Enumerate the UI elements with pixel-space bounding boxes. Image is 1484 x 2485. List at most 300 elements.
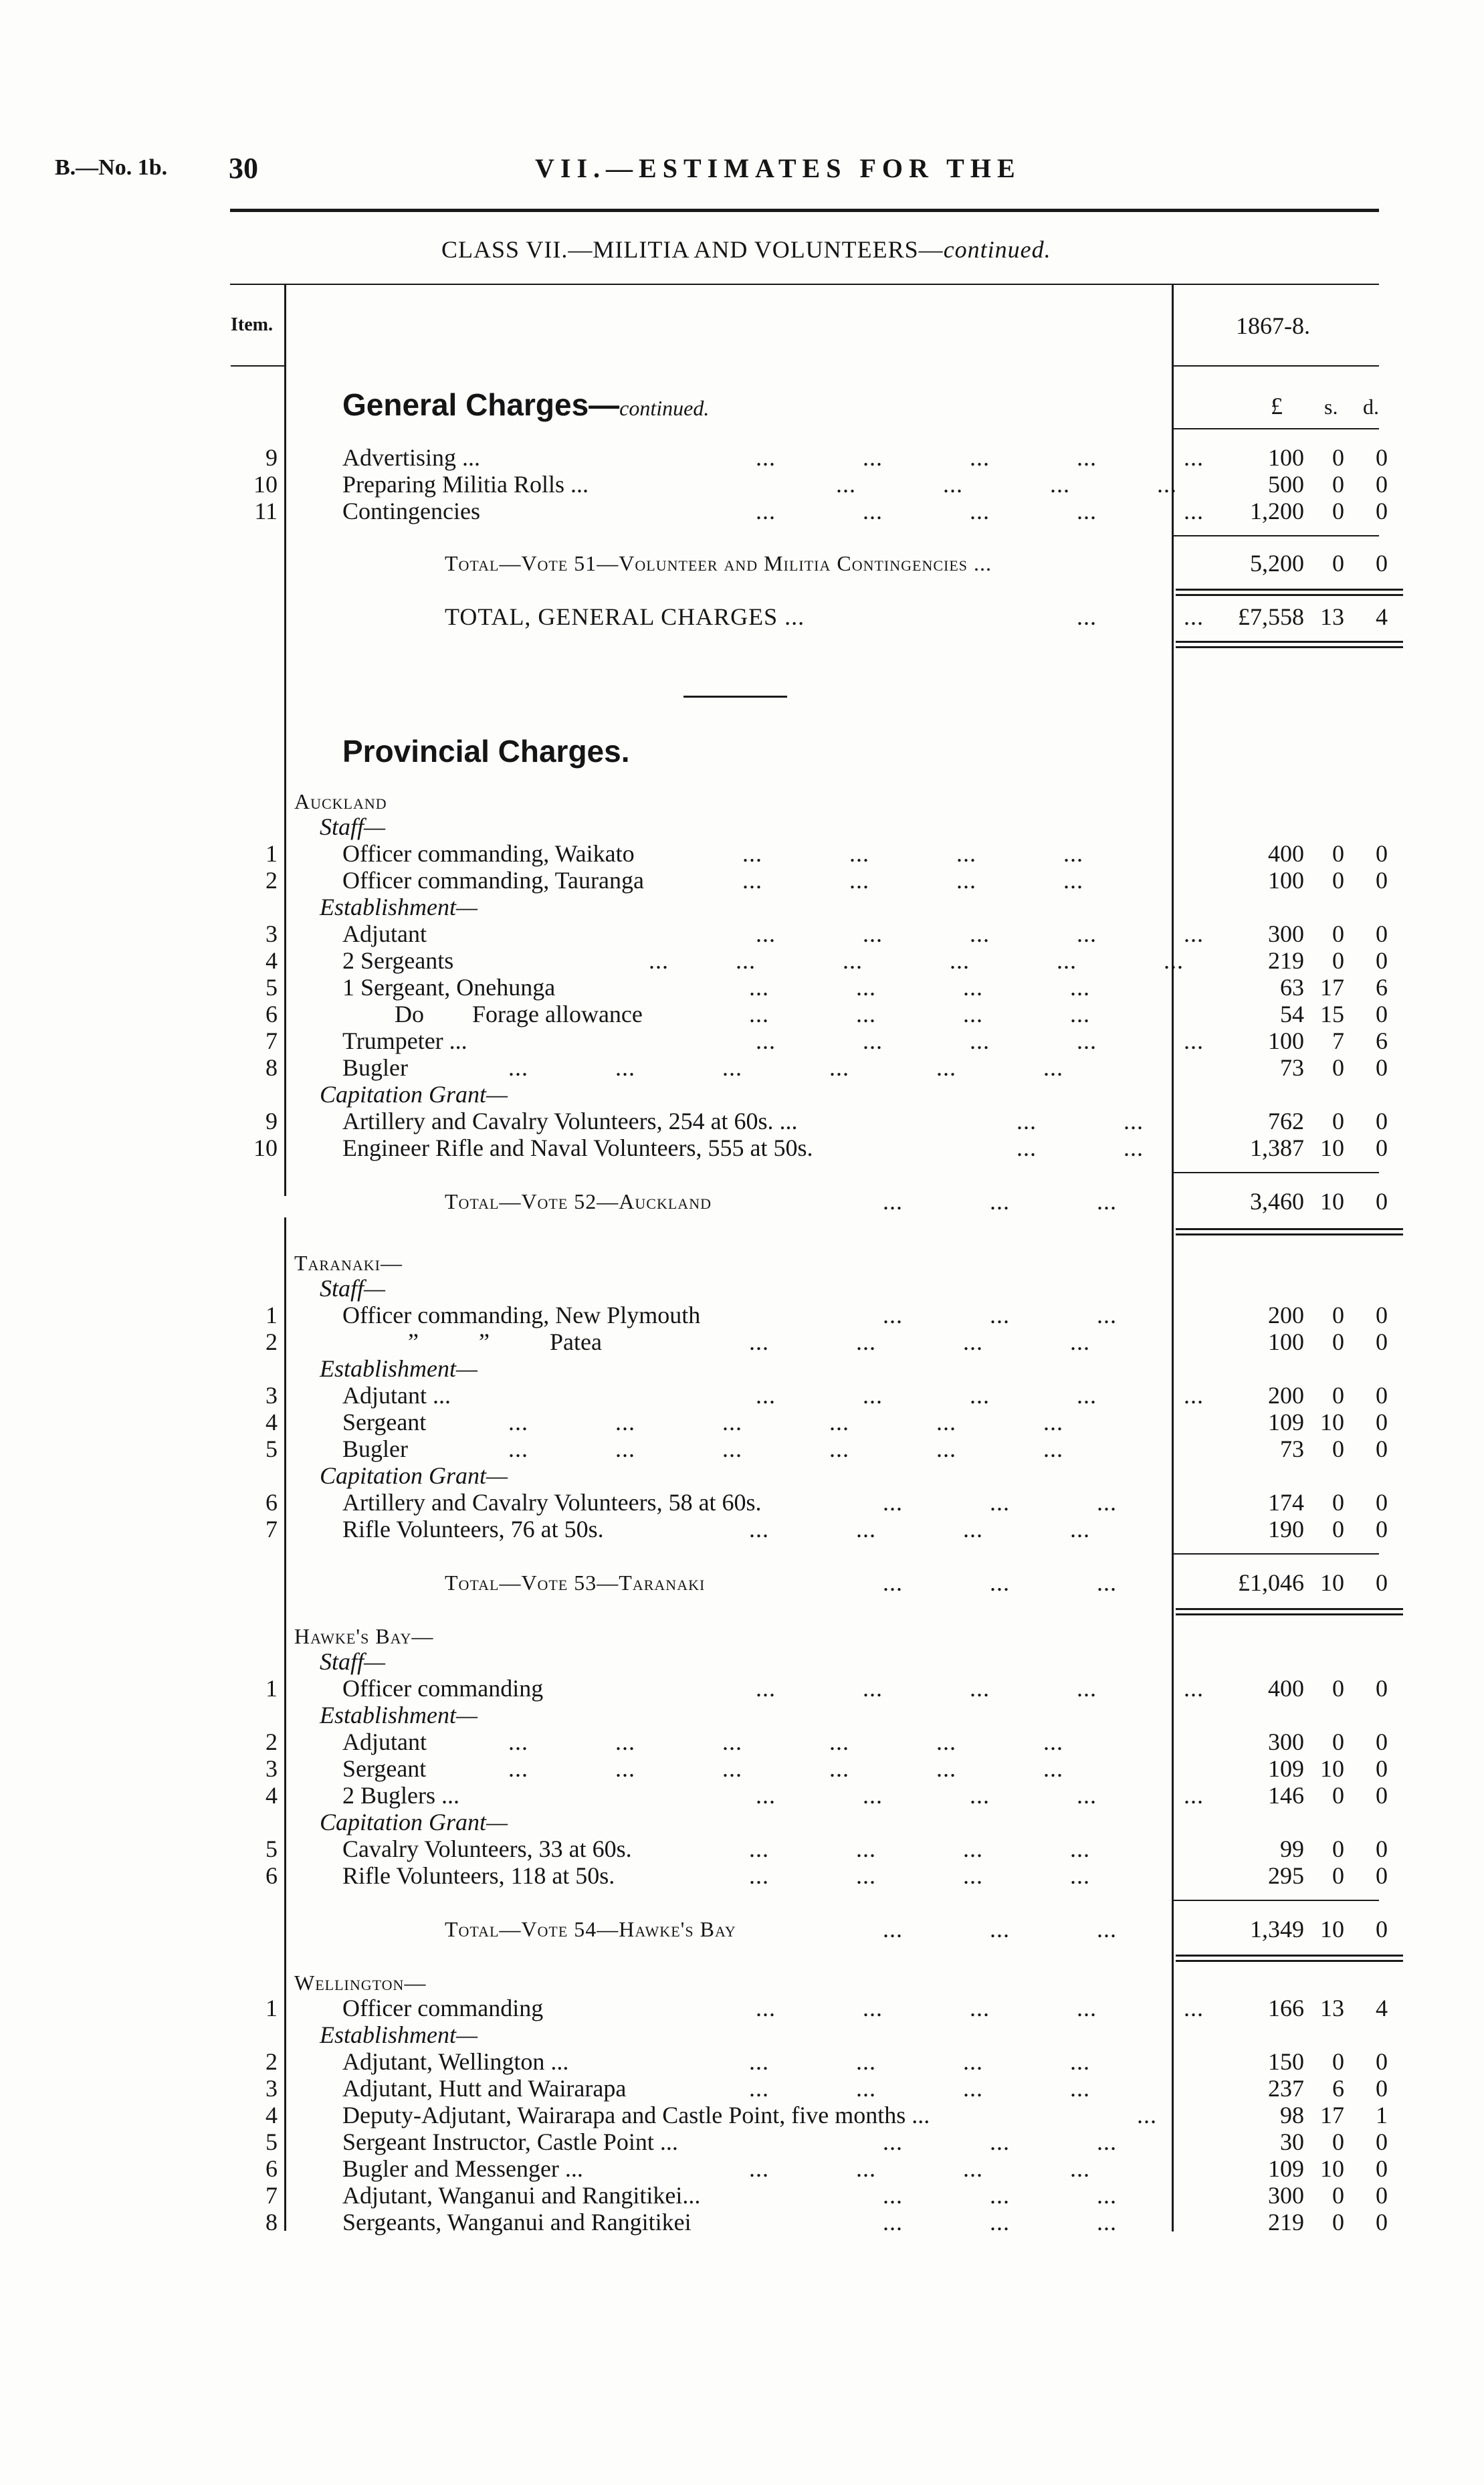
amount-pounds: 400 xyxy=(1268,1675,1304,1702)
establishment-subheading: Establishment— xyxy=(320,2021,478,2048)
table-row xyxy=(0,867,1484,894)
table-row xyxy=(0,1835,1484,1862)
amount-shillings: 0 xyxy=(1332,1516,1344,1543)
staff-subheading: Staff— xyxy=(320,1275,386,1302)
leader-dots: ... ... ... xyxy=(883,1569,1117,1596)
item-description: Preparing Militia Rolls ... xyxy=(342,471,589,498)
item-description: Trumpeter ... xyxy=(342,1027,467,1054)
leader-dots: ... ... ... xyxy=(883,1489,1117,1516)
provincial-charges-title: Provincial Charges. xyxy=(342,734,630,769)
total-double-rule xyxy=(1176,1228,1403,1230)
amount-shillings: 6 xyxy=(1332,2075,1344,2102)
amount-pounds: 190 xyxy=(1268,1516,1304,1543)
amount-shillings: 0 xyxy=(1332,1435,1344,1462)
item-description: Sergeants, Wanganui and Rangitikei xyxy=(342,2209,692,2235)
amount-shillings: 0 xyxy=(1332,471,1344,498)
total-double-rule xyxy=(1176,589,1403,591)
amount-pounds: 73 xyxy=(1280,1435,1304,1462)
vote-total-label: Total—Vote 51—Volunteer and Militia Contingencies ... xyxy=(445,551,992,575)
running-title: VII.—ESTIMATES FOR THE xyxy=(535,153,1021,183)
item-number: 2 xyxy=(266,2048,278,2075)
item-number: 7 xyxy=(266,2182,278,2209)
total-double-rule xyxy=(1176,646,1403,648)
item-number: 4 xyxy=(266,1409,278,1435)
total-double-rule xyxy=(1176,1960,1403,1962)
amount-shillings: 0 xyxy=(1332,947,1344,974)
class-heading xyxy=(441,235,1051,264)
leader-dots: ... ... ... xyxy=(883,2128,1117,2155)
subheading xyxy=(0,1809,1484,1835)
leader-dots: ... xyxy=(1137,2102,1157,2128)
amount-pence: 0 xyxy=(1376,1382,1388,1409)
amount-pounds: 5,200 xyxy=(1250,550,1304,577)
item-number: 2 xyxy=(266,1328,278,1355)
item-description: Bugler xyxy=(342,1435,408,1462)
table-row xyxy=(0,1755,1484,1782)
leader-dots: ... ... ... ... ... ... xyxy=(482,1435,1063,1462)
table-row xyxy=(0,2155,1484,2182)
table-row xyxy=(0,1782,1484,1809)
leader-dots: ... ... ... ... xyxy=(615,471,1177,498)
amount-shillings: 0 xyxy=(1332,1782,1344,1809)
leader-dots: ... ... ... ... xyxy=(749,2048,1090,2075)
subheading xyxy=(0,894,1484,920)
subtotal-rule xyxy=(1174,535,1379,536)
amount-pounds: 400 xyxy=(1268,840,1304,867)
amount-pounds: 300 xyxy=(1268,2182,1304,2209)
amount-shillings: 0 xyxy=(1332,1302,1344,1328)
item-number: 8 xyxy=(266,2209,278,2235)
subheading xyxy=(0,1275,1484,1302)
amount-pence: 0 xyxy=(1376,2209,1388,2235)
vote-total-label: Total—Vote 52—Auckland xyxy=(445,1189,712,1213)
amount-shillings: 0 xyxy=(1332,1489,1344,1516)
table-row xyxy=(0,2209,1484,2235)
amount-pounds: 237 xyxy=(1268,2075,1304,2102)
leader-dots: ... ... ... ... xyxy=(749,1001,1090,1027)
amount-shillings: 13 xyxy=(1320,603,1344,630)
amount-pence: 0 xyxy=(1376,1755,1388,1782)
subtotal-rule xyxy=(1174,1900,1379,1901)
amount-pence: 0 xyxy=(1376,444,1388,471)
amount-pence: 0 xyxy=(1376,550,1388,577)
item-description: Adjutant xyxy=(342,1728,427,1755)
table-row xyxy=(0,1675,1484,1702)
item-description: 1 Sergeant, Onehunga xyxy=(342,974,556,1001)
amount-shillings: 13 xyxy=(1320,1995,1344,2021)
province-name: Hawke's Bay— xyxy=(294,1624,434,1648)
leader-dots: ... ... ... ... xyxy=(729,867,1083,894)
amount-pence: 0 xyxy=(1376,1409,1388,1435)
currency-header-rule xyxy=(1174,428,1379,429)
item-description: Contingencies xyxy=(342,498,480,524)
capitation-subheading: Capitation Grant— xyxy=(320,1081,508,1108)
subheading xyxy=(0,1462,1484,1489)
item-description: Adjutant, Wellington ... xyxy=(342,2048,569,2075)
staff-subheading: Staff— xyxy=(320,1648,386,1675)
amount-pence: 6 xyxy=(1376,1027,1388,1054)
item-description: Artillery and Cavalry Volunteers, 254 at 60s. ... xyxy=(342,1108,798,1134)
leader-dots: ... ... ... ... ... ... xyxy=(482,1755,1063,1782)
establishment-subheading: Establishment— xyxy=(320,1702,478,1728)
table-row xyxy=(0,974,1484,1001)
amount-shillings: 0 xyxy=(1332,1862,1344,1889)
class-heading-main: CLASS VII.—MILITIA AND VOLUNTEERS— xyxy=(441,236,944,263)
item-description: Officer commanding, Waikato xyxy=(342,840,635,867)
item-number: 6 xyxy=(266,1001,278,1027)
item-number: 7 xyxy=(266,1516,278,1543)
item-number: 5 xyxy=(266,1835,278,1862)
province-heading xyxy=(0,1250,1484,1276)
vote-total-row xyxy=(0,550,1484,577)
vote-total-row xyxy=(0,1188,1484,1215)
amount-pence: 0 xyxy=(1376,471,1388,498)
item-number: 1 xyxy=(266,1675,278,1702)
amount-pence: 4 xyxy=(1376,603,1388,630)
amount-shillings: 0 xyxy=(1332,840,1344,867)
table-row xyxy=(0,1134,1484,1161)
item-description: Bugler xyxy=(342,1054,408,1081)
general-charges-title xyxy=(342,387,709,423)
item-description: Engineer Rifle and Naval Volunteers, 555 at 50s. xyxy=(342,1134,813,1161)
amount-shillings: 15 xyxy=(1320,1001,1344,1027)
establishment-subheading: Establishment— xyxy=(320,894,478,920)
amount-pence: 0 xyxy=(1376,1489,1388,1516)
amount-pence: 0 xyxy=(1376,1328,1388,1355)
item-number: 3 xyxy=(266,920,278,947)
amount-pence: 0 xyxy=(1376,1516,1388,1543)
section-divider xyxy=(683,696,787,698)
amount-shillings: 0 xyxy=(1332,2128,1344,2155)
table-row xyxy=(0,498,1484,524)
amount-pence: 1 xyxy=(1376,2102,1388,2128)
table-row xyxy=(0,471,1484,498)
table-row xyxy=(0,1516,1484,1543)
vote-total-label: Total—Vote 54—Hawke's Bay xyxy=(445,1917,736,1941)
amount-pence: 0 xyxy=(1376,1435,1388,1462)
establishment-subheading: Establishment— xyxy=(320,1355,478,1382)
amount-shillings: 0 xyxy=(1332,867,1344,894)
item-description: Officer commanding xyxy=(342,1995,544,2021)
amount-pence: 0 xyxy=(1376,1188,1388,1215)
item-description: Deputy-Adjutant, Wairarapa and Castle Point, five months ... xyxy=(342,2102,930,2128)
amount-pounds: 219 xyxy=(1268,947,1304,974)
amount-pence: 0 xyxy=(1376,867,1388,894)
item-description: ” ” Patea xyxy=(408,1328,602,1355)
leader-dots: ... ... xyxy=(1017,1108,1144,1134)
amount-pounds: 99 xyxy=(1280,1835,1304,1862)
item-number: 9 xyxy=(266,1108,278,1134)
table-row xyxy=(0,2048,1484,2075)
amount-shillings: 7 xyxy=(1332,1027,1344,1054)
leader-dots: ... ... ... xyxy=(883,2209,1117,2235)
table-row xyxy=(0,1489,1484,1516)
amount-pence: 4 xyxy=(1376,1995,1388,2021)
amount-shillings: 0 xyxy=(1332,1054,1344,1081)
grand-total-row xyxy=(0,603,1484,630)
item-description: Officer commanding, New Plymouth xyxy=(342,1302,701,1328)
table-row xyxy=(0,1862,1484,1889)
subtotal-rule xyxy=(1174,1172,1379,1173)
amount-shillings: 0 xyxy=(1332,1382,1344,1409)
amount-shillings: 0 xyxy=(1332,550,1344,577)
item-number: 10 xyxy=(253,1134,278,1161)
amount-shillings: 0 xyxy=(1332,1328,1344,1355)
amount-shillings: 10 xyxy=(1320,1916,1344,1943)
leader-dots: ... ... ... xyxy=(883,1188,1117,1215)
amount-pounds: 109 xyxy=(1268,1755,1304,1782)
item-number: 10 xyxy=(253,471,278,498)
amount-pounds: 500 xyxy=(1268,471,1304,498)
amount-pounds: 100 xyxy=(1268,1027,1304,1054)
leader-dots: ... ... ... ... ... xyxy=(615,1382,1204,1409)
table-row xyxy=(0,1328,1484,1355)
leader-dots: ... ... ... ... ... ... xyxy=(482,1728,1063,1755)
table-row xyxy=(0,840,1484,867)
amount-shillings: 0 xyxy=(1332,2209,1344,2235)
leader-dots: ... ... ... xyxy=(883,2182,1117,2209)
amount-pence: 0 xyxy=(1376,2075,1388,2102)
item-number: 1 xyxy=(266,1995,278,2021)
province-heading xyxy=(0,1969,1484,1996)
amount-pence: 0 xyxy=(1376,1916,1388,1943)
table-row xyxy=(0,1054,1484,1081)
item-number: 6 xyxy=(266,2155,278,2182)
item-number: 7 xyxy=(266,1027,278,1054)
leader-dots: ... ... ... ... xyxy=(749,2075,1090,2102)
item-number: 5 xyxy=(266,974,278,1001)
leader-dots: ... ... ... ... ... ... xyxy=(615,947,1184,974)
table-row xyxy=(0,1995,1484,2021)
subheading xyxy=(0,1355,1484,1382)
vote-total-row xyxy=(0,1916,1484,1943)
amount-pounds: 100 xyxy=(1268,444,1304,471)
leader-dots: ... ... ... ... xyxy=(749,974,1090,1001)
province-name: Auckland xyxy=(294,789,387,813)
amount-pounds: 100 xyxy=(1268,867,1304,894)
amount-pounds: £7,558 xyxy=(1238,603,1304,630)
general-charges-title-main: General Charges— xyxy=(342,387,620,422)
amount-pence: 0 xyxy=(1376,947,1388,974)
table-row xyxy=(0,2182,1484,2209)
table-row xyxy=(0,2102,1484,2128)
amount-pence: 0 xyxy=(1376,1569,1388,1596)
amount-pence: 0 xyxy=(1376,1302,1388,1328)
capitation-subheading: Capitation Grant— xyxy=(320,1809,508,1835)
amount-shillings: 0 xyxy=(1332,1728,1344,1755)
amount-pence: 0 xyxy=(1376,1728,1388,1755)
amount-pence: 0 xyxy=(1376,1782,1388,1809)
paper-reference: B.—No. 1b. xyxy=(55,155,168,180)
amount-pence: 6 xyxy=(1376,974,1388,1001)
amount-pence: 0 xyxy=(1376,1134,1388,1161)
header-rule xyxy=(230,209,1379,212)
leader-dots: ... ... xyxy=(990,603,1204,630)
vote-total-label: Total—Vote 53—Taranaki xyxy=(445,1571,706,1595)
amount-pounds: £1,046 xyxy=(1238,1569,1304,1596)
amount-pounds: 30 xyxy=(1280,2128,1304,2155)
item-description: 2 Buglers ... xyxy=(342,1782,459,1809)
amount-pence: 0 xyxy=(1376,1835,1388,1862)
item-number: 2 xyxy=(266,867,278,894)
item-description: Officer commanding, Tauranga xyxy=(342,867,644,894)
item-description: Sergeant xyxy=(342,1409,427,1435)
class-heading-rule xyxy=(230,284,1379,285)
amount-shillings: 0 xyxy=(1332,1835,1344,1862)
item-number: 8 xyxy=(266,1054,278,1081)
page-number: 30 xyxy=(229,152,258,185)
amount-pounds: 146 xyxy=(1268,1782,1304,1809)
leader-dots: ... ... ... ... xyxy=(749,1328,1090,1355)
amount-pence: 0 xyxy=(1376,2155,1388,2182)
table-row xyxy=(0,947,1484,974)
item-description: Bugler and Messenger ... xyxy=(342,2155,583,2182)
amount-pounds: 200 xyxy=(1268,1302,1304,1328)
province-name: Taranaki— xyxy=(294,1251,403,1275)
general-charges-title-suffix: continued. xyxy=(619,396,710,420)
amount-pounds: 150 xyxy=(1268,2048,1304,2075)
item-description: Advertising ... xyxy=(342,444,480,471)
subheading xyxy=(0,1702,1484,1728)
amount-shillings: 0 xyxy=(1332,920,1344,947)
amount-pence: 0 xyxy=(1376,1108,1388,1134)
item-description: Adjutant ... xyxy=(342,1382,451,1409)
item-description: Artillery and Cavalry Volunteers, 58 at 60s. xyxy=(342,1489,762,1516)
table-row xyxy=(0,2128,1484,2155)
total-double-rule xyxy=(1176,594,1403,596)
table-row xyxy=(0,444,1484,471)
amount-pence: 0 xyxy=(1376,2128,1388,2155)
amount-pounds: 109 xyxy=(1268,2155,1304,2182)
item-number: 5 xyxy=(266,1435,278,1462)
leader-dots: ... ... ... ... ... ... xyxy=(482,1054,1063,1081)
table-row xyxy=(0,1435,1484,1462)
item-number: 6 xyxy=(266,1489,278,1516)
subheading xyxy=(0,1648,1484,1675)
total-double-rule xyxy=(1176,1233,1403,1235)
table-row xyxy=(0,1728,1484,1755)
amount-shillings: 0 xyxy=(1332,1675,1344,1702)
item-description: 2 Sergeants xyxy=(342,947,454,974)
amount-pounds: 1,200 xyxy=(1250,498,1304,524)
amount-shillings: 0 xyxy=(1332,444,1344,471)
leader-dots: ... ... ... ... ... xyxy=(615,920,1204,947)
amount-pounds: 300 xyxy=(1268,920,1304,947)
leader-dots: ... ... ... ... ... xyxy=(615,444,1204,471)
item-number: 2 xyxy=(266,1728,278,1755)
subheading xyxy=(0,1081,1484,1108)
pence-header: d. xyxy=(1363,395,1379,419)
item-number: 4 xyxy=(266,947,278,974)
amount-pounds: 166 xyxy=(1268,1995,1304,2021)
item-number: 11 xyxy=(254,498,278,524)
amount-pence: 0 xyxy=(1376,1675,1388,1702)
amount-pence: 0 xyxy=(1376,2182,1388,2209)
amount-pence: 0 xyxy=(1376,840,1388,867)
amount-shillings: 10 xyxy=(1320,1409,1344,1435)
amount-pence: 0 xyxy=(1376,1001,1388,1027)
province-heading xyxy=(0,1623,1484,1650)
table-row xyxy=(0,1302,1484,1328)
leader-dots: ... ... ... ... xyxy=(749,1835,1090,1862)
vote-total-row xyxy=(0,1569,1484,1596)
amount-shillings: 10 xyxy=(1320,1755,1344,1782)
leader-dots: ... ... ... ... ... xyxy=(615,1027,1204,1054)
amount-pounds: 98 xyxy=(1280,2102,1304,2128)
staff-subheading: Staff— xyxy=(320,813,386,840)
capitation-subheading: Capitation Grant— xyxy=(320,1462,508,1489)
amount-pence: 0 xyxy=(1376,1054,1388,1081)
item-number: 3 xyxy=(266,2075,278,2102)
amount-pounds: 109 xyxy=(1268,1409,1304,1435)
item-number: 1 xyxy=(266,1302,278,1328)
total-double-rule xyxy=(1176,1608,1403,1610)
amount-pounds: 3,460 xyxy=(1250,1188,1304,1215)
province-heading xyxy=(0,788,1484,815)
amount-shillings: 10 xyxy=(1320,1569,1344,1596)
item-number: 9 xyxy=(266,444,278,471)
table-row xyxy=(0,1382,1484,1409)
item-description: Adjutant xyxy=(342,920,427,947)
leader-dots: ... ... ... ... ... xyxy=(615,1995,1204,2021)
item-description: Cavalry Volunteers, 33 at 60s. xyxy=(342,1835,632,1862)
leader-dots: ... ... ... ... ... xyxy=(615,1782,1204,1809)
total-double-rule xyxy=(1176,641,1403,643)
amount-shillings: 10 xyxy=(1320,1188,1344,1215)
year-header-rule xyxy=(1174,365,1379,367)
amount-shillings: 17 xyxy=(1320,2102,1344,2128)
amount-pounds: 219 xyxy=(1268,2209,1304,2235)
amount-shillings: 10 xyxy=(1320,2155,1344,2182)
class-heading-suffix: continued. xyxy=(943,236,1051,263)
amount-pounds: 762 xyxy=(1268,1108,1304,1134)
subheading xyxy=(0,2021,1484,2048)
amount-pence: 0 xyxy=(1376,1862,1388,1889)
table-row xyxy=(0,2075,1484,2102)
amount-pounds: 295 xyxy=(1268,1862,1304,1889)
amount-pounds: 73 xyxy=(1280,1054,1304,1081)
item-number: 3 xyxy=(266,1755,278,1782)
province-name: Wellington— xyxy=(294,1971,427,1995)
amount-shillings: 17 xyxy=(1320,974,1344,1001)
amount-pounds: 174 xyxy=(1268,1489,1304,1516)
item-description: Rifle Volunteers, 118 at 50s. xyxy=(342,1862,615,1889)
item-description: Adjutant, Hutt and Wairarapa xyxy=(342,2075,627,2102)
amount-shillings: 0 xyxy=(1332,498,1344,524)
item-number: 4 xyxy=(266,1782,278,1809)
item-number: 5 xyxy=(266,2128,278,2155)
item-column-header: Item. xyxy=(231,314,273,335)
leader-dots: ... ... ... ... xyxy=(749,1862,1090,1889)
amount-pounds: 1,349 xyxy=(1250,1916,1304,1943)
amount-shillings: 0 xyxy=(1332,2182,1344,2209)
amount-shillings: 0 xyxy=(1332,2048,1344,2075)
table-row xyxy=(0,920,1484,947)
item-header-rule xyxy=(231,365,284,367)
leader-dots: ... ... ... ... xyxy=(749,1516,1090,1543)
amount-pounds: 1,387 xyxy=(1250,1134,1304,1161)
table-row xyxy=(0,1027,1484,1054)
leader-dots: ... ... ... ... xyxy=(729,840,1083,867)
amount-shillings: 0 xyxy=(1332,1108,1344,1134)
amount-pounds: 300 xyxy=(1268,1728,1304,1755)
table-row xyxy=(0,1108,1484,1134)
table-row xyxy=(0,1409,1484,1435)
table-row xyxy=(0,1001,1484,1027)
shillings-header: s. xyxy=(1324,395,1338,419)
item-description: Do Forage allowance xyxy=(395,1001,643,1027)
leader-dots: ... ... ... xyxy=(883,1302,1117,1328)
